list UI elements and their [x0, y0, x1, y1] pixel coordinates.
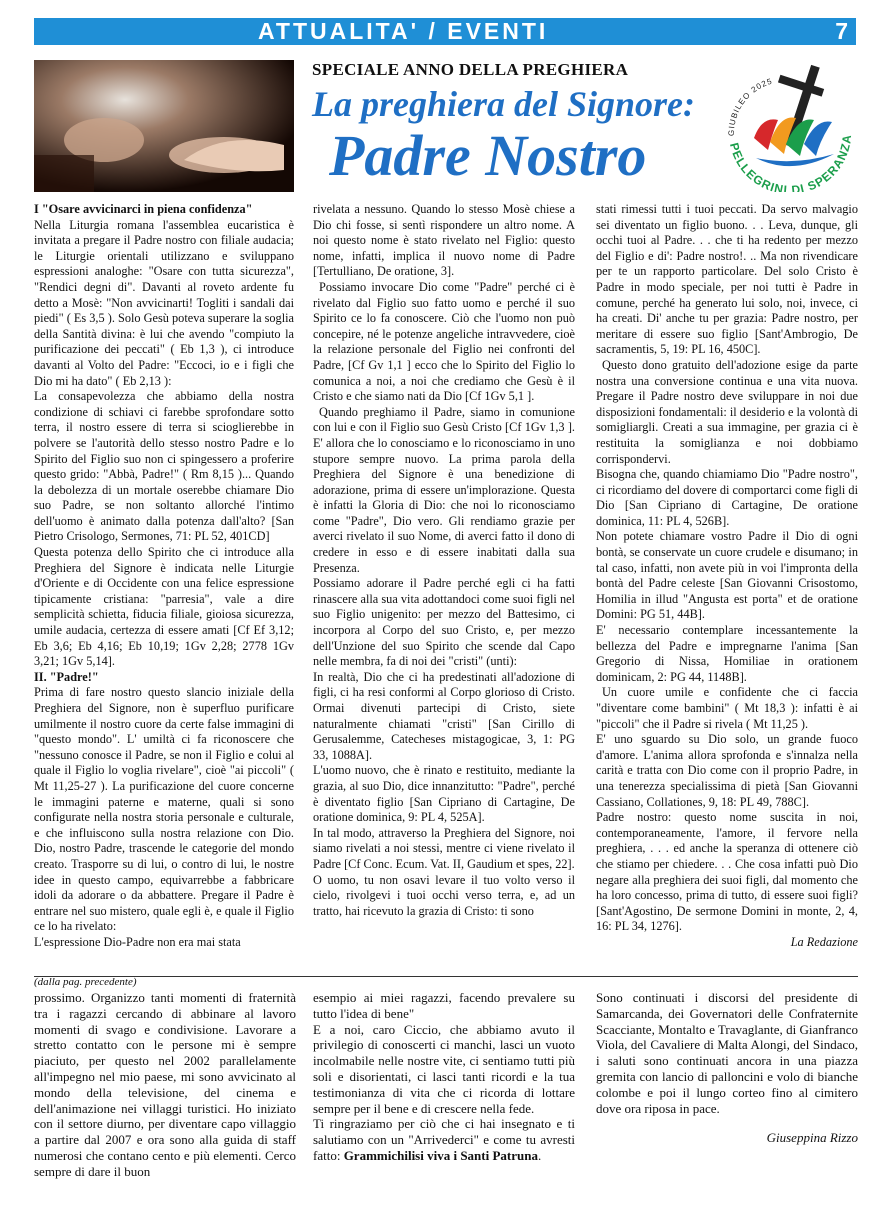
continuation-column-1 — [34, 990, 296, 1200]
photo-illustration — [34, 60, 294, 192]
article-paragraph: E' necessario contemplare incessantemente la bellezza del Padre e impregnarne l'anima [San Gregorio di Nissa, Homiliae in orationem dominicam, 2: PG 44, 1148B]. — [596, 623, 858, 684]
jubilee-2025-logo — [712, 58, 862, 192]
article-paragraph: In realtà, Dio che ci ha predestinati all'adozione di figli, ci ha resi conformi al Corpo glorioso di Cristo. Ormai divenuti partecipi di Cristo, siete naturalmente chiamati "cristi" [San Cirillo di Gerusalemme, Catecheses mistagogicae, 3, 1: PG 33, 1088A]. — [313, 669, 575, 762]
article-paragraph: Quando preghiamo il Padre, siamo in comunione con lui e con il Figlio suo Gesù Cristo [Cf 1Gv 1,3 ]. E' allora che lo conosciamo e lo riconosciamo in uno stupore sempre nuovo. La prima parola della Preghiera del Signore è una benedizione di adorazione, prima di essere un'implorazione. Questa è infatti la Gloria di Dio: che noi lo riconosciamo come "Padre", Dio vero. Gli rendiamo grazie per averci rivelato il suo Nome, di averci fatto il dono di credere in esso e di essere inabitati dalla sua Presenza. — [313, 404, 575, 575]
article-paragraph: E' uno sguardo su Dio solo, un grande fuoco d'amore. L'anima allora sprofonda e s'innalza nella carità e tratta con Dio come con il proprio Padre, in una tenerezza specialissima di pietà [San Giovanni Cassiano, Collationes, 9, 18: PL 49, 788C]. — [596, 732, 858, 809]
logo-ring-top: GIUBILEO — [726, 90, 753, 137]
continuation-column-2 — [313, 990, 575, 1200]
article-paragraph: Bisogna che, quando chiamiamo Dio "Padre nostro", ci ricordiamo del dovere di comportarci come figli di Dio [San Cipriano di Cartagine, De oratione dominica, 11: PL 4, 526B]. — [596, 467, 858, 528]
article-paragraph: Possiamo invocare Dio come "Padre" perché ci è rivelato dal Figlio suo fatto uomo e perché il suo Spirito ce lo fa conoscere. Ciò che l'uomo non può concepire, né le potenze angeliche intravvedere, cioè la relazione personale del Figlio nei confronti del Padre, [Cf Gv 1,1 ] ecco che lo Spirito del Figlio lo comunica a noi, a noi che crediamo che Gesù è il Cristo e che siamo nati da Dio [Cf 1Gv 5,1 ]. — [313, 279, 575, 404]
article-paragraph: Questa potenza dello Spirito che ci introduce alla Preghiera del Signore è indicata nelle Liturgie d'Oriente e di Occidente con una felice espressione tipicamente cristiana: "parresia", vale a dire semplicità schietta, fiducia filiale, gioiosa sicurezza, umile audacia, certezza di essere amati [Cf Ef 3,12; Eb 3,6; Eb 4,16; Eb 10,19; 1Gv 2,28; 2778 1Gv 3,21; 1Gv 5,14]. — [34, 545, 294, 669]
article-paragraph: stati rimessi tutti i tuoi peccati. Da servo malvagio sei diventato un figlio buono. . . Leva, dunque, gli occhi tuoi al Padre. . . che ti ha redento per mezzo del Figlio e di': Padre nostro!. .. Ma non rivendicare per te un rapporto particolare. Del solo Cristo è Padre in modo speciale, per noi tutti è Padre in comune, perché ha generato lui solo, noi, invece, ci ha creati. Di' anche tu per grazia: Padre nostro, per meritare di essere suo figlio [Sant'Ambrogio, De sacramentis, 5, 19: PL 16, 450C]. — [596, 202, 858, 357]
article-column-1 — [34, 202, 294, 950]
continuation-text: Ti ringraziamo per ciò che ci hai insegnato e ti salutiamo con un "Arrivederci" e come tu avresti fatto: — [313, 1116, 575, 1163]
continuation-paragraph: E a noi, caro Ciccio, che abbiamo avuto il privilegio di conoscerti ci manchi, lasci un vuoto incolmabile nelle nostre vite, ci sentiamo tutti più soli e disorientati, ci lasci tanti ricordi e la tua testimonianza di vita che ci ricorda di lottare sempre per il bene e di crescere nella fede. — [313, 1021, 575, 1116]
section-title: ATTUALITA' / EVENTI — [258, 18, 549, 44]
article-paragraph: Questo dono gratuito dell'adozione esige da parte nostra una conversione continua e una vita nuova. Pregare il Padre nostro deve sviluppare in noi due disposizioni fondamentali: il desiderio e la volontà di somigliargli. Creati a sua immagine, per grazia ci è restituita la somiglianza e noi dobbiamo corrispondervi. — [596, 357, 858, 466]
article-paragraph: Possiamo adorare il Padre perché egli ci ha fatti rinascere alla sua vita adottandoci come suoi figli nel suo Figlio unigenito: per mezzo del Battesimo, ci incorpora al Corpo del suo Cristo, e, per mezzo dell'Unzione del suo Spirito che scende dal Capo nelle membra, fa di noi dei "cristi" (unti): — [313, 576, 575, 669]
continuation-paragraph: prossimo. Organizzo tanti momenti di fraternità tra i ragazzi cercando di abbinare al lavoro momenti di svago e condivisione. Lavorare a stretto contatto con le persone mi è sempre piaciuto, per questo nel 2002 parallelamente all'impegno nel mio paese, mi sono avvicinato al mondo della televisione, del cinema e dell'animazione nei villaggi turistici. Ho iniziato con il settore diurno, per diventare capo villaggio a partire dal 2007 e ora sono alla guida di staff numerosi che contano cento e più elementi. Cerco sempre di dare il buon — [34, 990, 296, 1179]
article-paragraph: rivelata a nessuno. Quando lo stesso Mosè chiese a Dio chi fosse, si sentì rispondere un altro nome. A noi questo nome è stato rivelato nel Figlio: questo nome, infatti, implica il nuovo nome di Padre [Tertulliano, De oratione, 3]. — [313, 202, 575, 279]
continuation-paragraph: esempio ai miei ragazzi, facendo prevalere su tutto l'idea di bene" — [313, 990, 575, 1021]
article-paragraph: Un cuore umile e confidente che ci faccia "diventare come bambini" ( Mt 18,3 ): infatti è ai "piccoli" che il Padre si rivela ( Mt 11,25 ). — [596, 685, 858, 731]
article-paragraph: Padre nostro: questo nome suscita in noi, contemporaneamente, l'amore, il fervore nella preghiera, . . . ed anche la speranza di ottenere ciò che stiamo per chiedere. . . Che cosa infatti può Dio negare alla preghiera dei suoi figli, dal momento che ha loro concesso, prima di tutto, di essere suoi figli? [Sant'Agostino, De sermone Domini in monte, 2, 4, 16: PL 34, 1276]. — [596, 810, 858, 934]
article-column-3 — [596, 202, 858, 950]
continuation-paragraph — [313, 1116, 575, 1163]
jubilee-logo-graphic — [712, 58, 862, 192]
article-paragraph: O uomo, tu non osavi levare il tuo volto verso il cielo, rivolgevi i tuoi occhi verso terra, e, ad un tratto, hai ricevuto la grazia di Cristo: ti sono — [313, 872, 575, 918]
article-subheading: II. "Padre!" — [34, 669, 99, 684]
continuation-paragraph: Sono continuati i discorsi del presidente di Samarcanda, dei Governatori delle Confraternite Scacciante, Montalto e Travaglante, di Gianfranco Viola, del Cavaliere di Malta Alongi, del Sindaco, i saluti sono continuati ancora in una piazza gremita con lancio di palloncini e volo di bianche colombe e poi il lungo corteo fino al cimitero dove ora riposa in pace. — [596, 990, 858, 1116]
article-paragraph: Nella Liturgia romana l'assemblea eucaristica è invitata a pregare il Padre nostro con filiale audacia; le Liturgie orientali utilizzano e sviluppano espressioni analoghe: "Osare con tutta sicurezza", "Rendici degni di". Davanti al roveto ardente fu detto a Mosè: "Non avvicinarti! Togliti i sandali dai piedi" ( Es 3,5 ). Solo Gesù poteva superare la soglia della Santità divina: è lui che avendo "compiuto la purificazione dei peccati" ( Eb 1,3 ), ci introduce davanti al Volto del Padre: "Eccoci, io e i figli che Dio mi ha dato" ( Eb 2,13 ): — [34, 217, 294, 388]
article-kicker: SPECIALE ANNO DELLA PREGHIERA — [312, 60, 629, 79]
logo-year: 2025 — [749, 76, 774, 95]
article-paragraph: L'espressione Dio-Padre non era mai stata — [34, 934, 241, 949]
article-paragraph: Non potete chiamare vostro Padre il Dio di ogni bontà, se conservate un cuore crudele e disumano; in tal caso, infatti, non avete più in voi l'impronta della bontà del Padre celeste [San Giovanni Crisostomo, Homilia in illud "Angusta est porta" et de oratione Domini: PG 51, 44B]. — [596, 529, 858, 622]
article-title-line1: La preghiera del Signore: — [312, 84, 695, 124]
section-divider — [34, 976, 858, 977]
article-subheading: I "Osare avvicinarci in piena confidenza" — [34, 202, 253, 216]
continuation-note: (dalla pag. precedente) — [34, 976, 137, 988]
article-column-2 — [313, 202, 575, 950]
article-paragraph: L'uomo nuovo, che è rinato e restituito, mediante la grazia, al suo Dio, dice innanzitutto: "Padre", perché è diventato figlio [San Cipriano di Cartagine, De oratione dominica, 9: PL 4, 525A]. — [313, 763, 575, 825]
article-paragraph: Prima di fare nostro questo slancio iniziale della Preghiera del Signore, non è superfluo purificare umilmente il nostro cuore da certe false immagini di "questo mondo". L' umiltà ci fa riconoscere che "nessuno conosce il Padre, se non il Figlio e colui al quale il Figlio lo voglia rivelare", cioè "ai piccoli" ( Mt 11,25-27 ). La purificazione del cuore concerne le immagini paterne e materne, quali si sono configurate nella nostra storia personale e culturale, e che influiscono sulla nostra relazione con Dio. Dio, nostro Padre, trascende le categorie del mondo creato. Trasporre su di lui, o contro di lui, le nostre idee in questo campo, equivarrebbe a fabbricare idoli da adorare o da abbattere. Pregare il Padre è entrare nel suo mistero, quale egli è, e quale il Figlio ce lo ha rivelato: — [34, 685, 294, 934]
article-signature: La Redazione — [790, 934, 858, 949]
article-title-line2: Padre Nostro — [329, 123, 647, 188]
article-paragraph: La consapevolezza che abbiamo della nostra condizione di schiavi ci farebbe sprofondare sotto terra, il nostro essere di terra si scioglierebbe in polvere se l'autorità dello stesso nostro Padre e lo Spirito del Figlio suo non ci spingessero a proferire questo grido: "Abbà, Padre!" ( Rm 8,15 )... Quando la debolezza di un mortale oserebbe chiamare Dio suo Padre, se non soltanto allorché l'intimo dell'uomo è animato dalla potenza dall'alto? [San Pietro Crisologo, Sermones, 71: PL 52, 401CD] — [34, 389, 294, 544]
praying-hands-photo — [34, 60, 294, 192]
article-paragraph: In tal modo, attraverso la Preghiera del Signore, noi siamo rivelati a noi stessi, mentre ci viene rivelato il Padre [Cf Conc. Ecum. Vat. II, Gaudium et spes, 22]. — [313, 825, 575, 871]
logo-ring-bottom: PELLEGRINI DI SPERANZA — [726, 133, 855, 192]
page-number: 7 — [835, 18, 848, 44]
continuation-signature: Giuseppina Rizzo — [766, 1130, 858, 1146]
continuation-bold-text: Grammichilisi viva i Santi Patruna — [343, 1147, 538, 1163]
continuation-end: . — [537, 1147, 542, 1163]
continuation-column-3 — [596, 990, 858, 1200]
